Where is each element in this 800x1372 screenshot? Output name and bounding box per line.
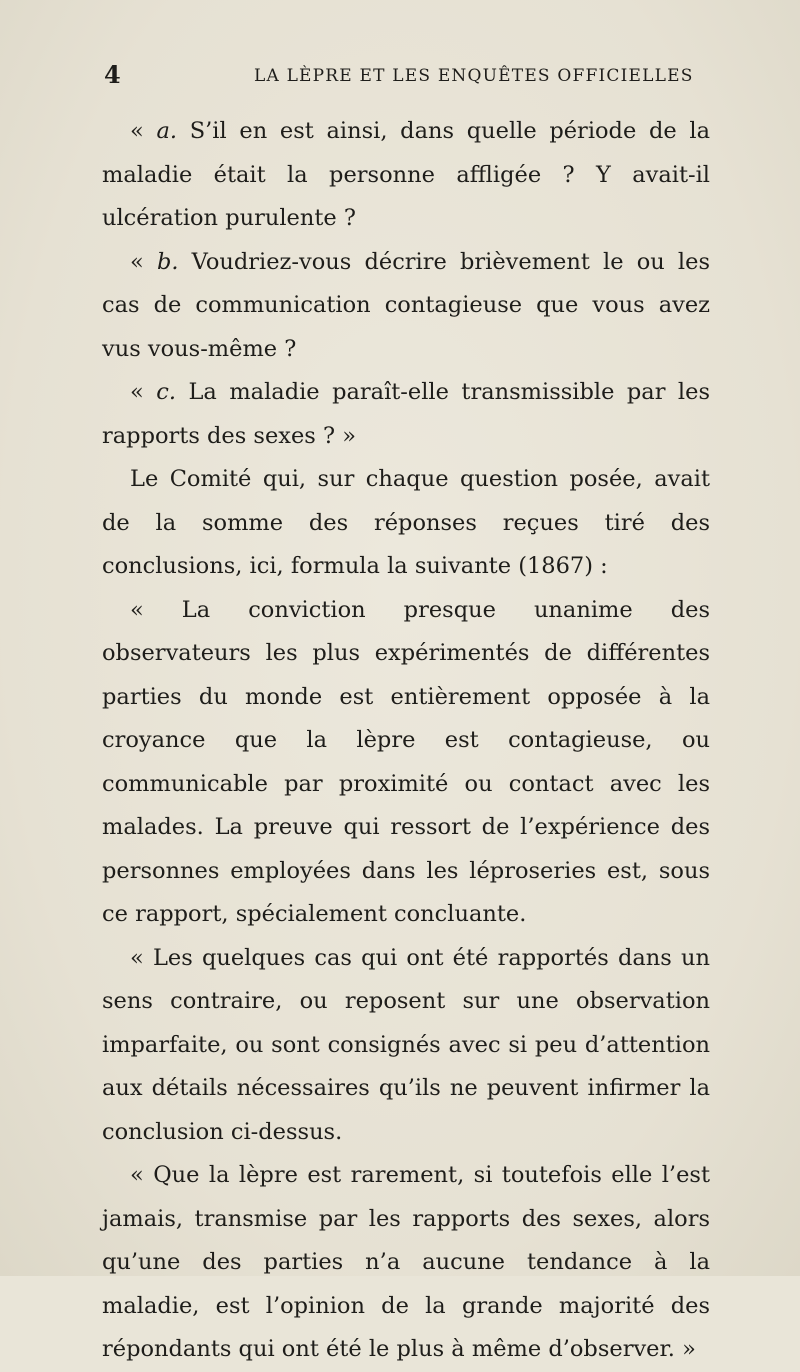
conclusion-paragraph-1: « La conviction presque unanime des observateurs les plus expérimentés de différentes parties du monde est entièrement opposée à la croyance que la lèpre est contagieuse, ou communicable par proximité ou contact avec les malades. La preuve qui ressort de l’expérience des personnes employées dans les léproseries est, sous ce rapport, spécialement concluante.	[102, 596, 710, 927]
question-a-paragraph	[102, 110, 710, 241]
quote-mark: «	[130, 248, 157, 275]
question-marker: a.	[156, 118, 178, 144]
committee-paragraph: Le Comité qui, sur chaque question posée, avait de la somme des réponses reçues tiré des conclusions, ici, formula la suivante (1867) :	[102, 466, 710, 579]
conclusion-paragraph-2: « Les quelques cas qui ont été rapportés dans un sens contraire, ou reposent sur une observation imparfaite, ou sont consignés avec si peu d’attention aux détails nécessaires qu’ils ne peuvent infirmer la conclusion ci-dessus.	[102, 944, 710, 1145]
question-c-paragraph	[102, 371, 710, 458]
conclusion-paragraph-3: « Que la lèpre est rarement, si toutefois elle l’est jamais, transmise par les rapports des sexes, alors qu’une des parties n’a aucune tendance à la maladie, est l’opinion de la grande majorité des répondants qui ont été le plus à même d’observer. »	[102, 1162, 710, 1362]
question-marker: b.	[156, 248, 179, 275]
question-b-paragraph	[102, 241, 710, 372]
page-number: 4	[104, 60, 121, 89]
paragraph-text: S’il en est ainsi, dans quelle période de la maladie était la personne affligée ? Y avait-il ulcération purulente ?	[102, 118, 710, 231]
paragraph-text: La maladie paraît-elle transmissible par les rapports des sexes ? »	[102, 379, 710, 449]
question-marker: c.	[156, 379, 177, 405]
page-header	[104, 60, 704, 90]
paragraph-text: Voudriez-vous décrire brièvement le ou les cas de communication contagieuse que vous avez vus vous-même ?	[102, 248, 710, 362]
quote-mark: «	[130, 379, 157, 405]
quote-mark: «	[130, 118, 157, 144]
body-text	[102, 110, 710, 1372]
running-title: LA LÈPRE ET LES ENQUÊTES OFFICIELLES	[254, 66, 694, 86]
